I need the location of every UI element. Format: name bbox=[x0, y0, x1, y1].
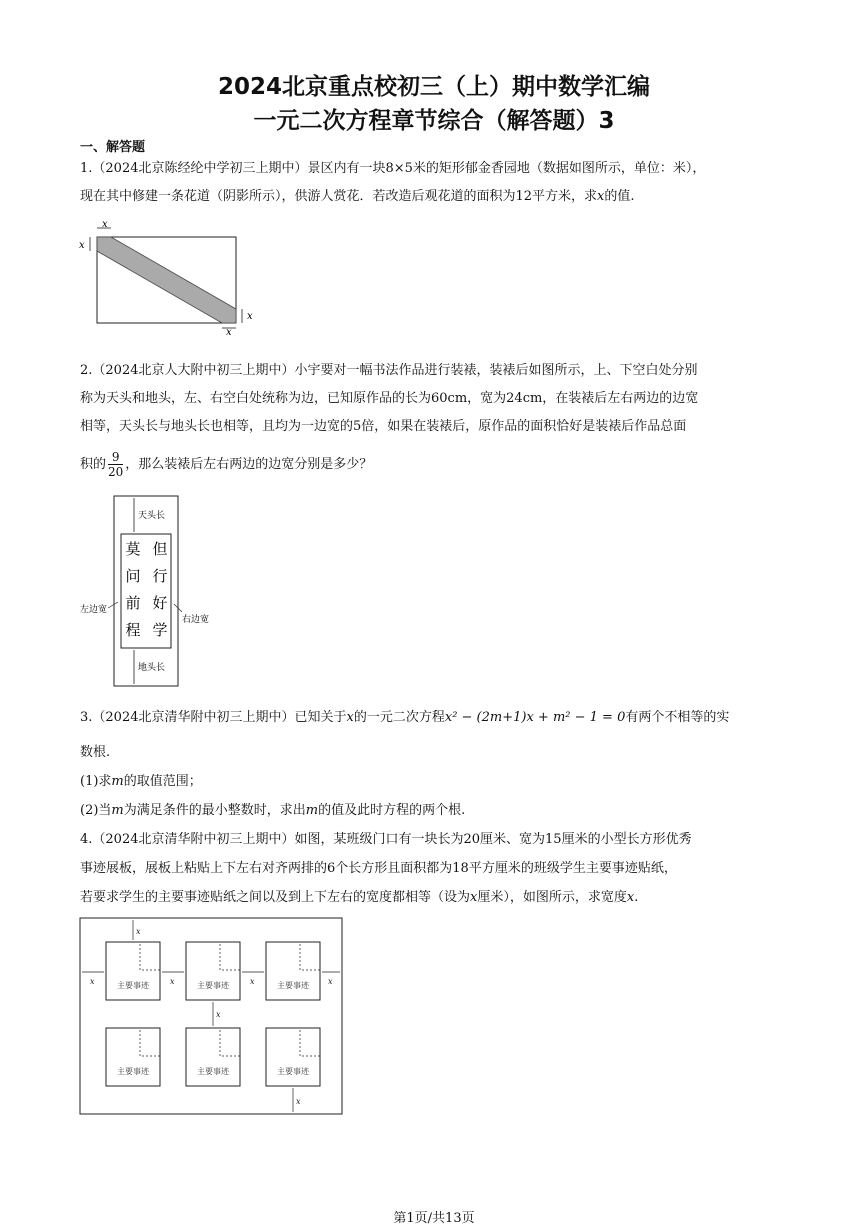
q2-line-4: 积的 $\frac{9}{20}$ ，那么装裱后左右两边的边宽分别是多少？ bbox=[80, 450, 373, 479]
q2-line-2: 称为天头和地头，左、右空白处统称为边，已知原作品的长为60cm，宽为24cm，在装裱后左右两边的边宽 bbox=[80, 391, 699, 406]
q4-card-4 bbox=[106, 1028, 160, 1086]
q4-card-2 bbox=[186, 942, 240, 1000]
q4-card-text-1: 主要事迹 bbox=[117, 981, 149, 990]
q1-line-1: 1.（2024北京陈经纶中学初三上期中）景区内有一块8×5米的矩形郁金香园地（数据如图所示，单位：米）， bbox=[80, 161, 706, 176]
section-heading: 一、解答题 bbox=[80, 140, 146, 155]
q3-sub-1: (1)求m的取值范围； bbox=[80, 774, 202, 789]
q2-callig-char-6: 问 bbox=[125, 567, 141, 585]
document-title-line-1: 2024北京重点校初三（上）期中数学汇编 bbox=[217, 74, 650, 100]
q4-x-label-middle: x bbox=[216, 1010, 221, 1019]
q4-x-label-gap-1: x bbox=[170, 977, 175, 986]
q2-callig-char-5: 莫 bbox=[125, 540, 141, 558]
q2-top-label: 天头长 bbox=[138, 511, 166, 521]
q2-callig-char-4: 学 bbox=[152, 621, 168, 639]
q4-line-3: 若要求学生的主要事迹贴纸之间以及到上下左右的宽度都相等（设为x厘米），如图所示，求宽度x. bbox=[80, 890, 639, 905]
q2-line-3: 相等，天头长与地头长也相等，且均为一边宽的5倍，如果在装裱后，原作品的面积恰好是装裱后作品总面 bbox=[80, 419, 687, 434]
q4-card-text-6: 主要事迹 bbox=[277, 1067, 309, 1076]
document-title-line-2: 一元二次方程章节综合（解答题）3 bbox=[253, 108, 615, 134]
q2-line-1: 2.（2024北京人大附中初三上期中）小宇要对一幅书法作品进行装裱，装裱后如图所示，上、下空白处分别 bbox=[80, 363, 698, 378]
q2-outer-frame bbox=[114, 496, 178, 686]
q2-scroll-figure bbox=[78, 492, 228, 692]
q4-line-1: 4.（2024北京清华附中初三上期中）如图，某班级门口有一块长为20厘米、宽为15厘米的小型长方形优秀 bbox=[80, 832, 692, 847]
q3-equation: x² − (2m+1)x + m² − 1 = 0 bbox=[444, 710, 626, 725]
q4-line-2: 事迹展板，展板上粘贴上下左右对齐两排的6个长方形且面积都为18平方厘米的班级学生主要事迹贴纸， bbox=[80, 861, 677, 876]
q4-x-label-bottom: x bbox=[296, 1097, 301, 1106]
q2-fraction: $\frac{9}{20}$ bbox=[108, 450, 124, 479]
q2-callig-char-1: 但 bbox=[152, 540, 168, 558]
q4-x-label-gap-2: x bbox=[250, 977, 255, 986]
q1-shaded-path bbox=[97, 237, 236, 323]
q2-callig-char-3: 好 bbox=[152, 594, 168, 612]
q4-card-text-4: 主要事迹 bbox=[117, 1067, 149, 1076]
q4-x-label-left: x bbox=[90, 977, 95, 986]
q4-x-label-right: x bbox=[328, 977, 333, 986]
q2-left-label: 左边宽 bbox=[80, 605, 108, 615]
q1-garden-figure bbox=[76, 218, 266, 336]
q2-callig-char-2: 行 bbox=[152, 567, 168, 585]
q1-x-label-left: x bbox=[79, 240, 85, 251]
q1-x-label-bottom: x bbox=[226, 327, 232, 336]
q2-right-label: 右边宽 bbox=[182, 615, 210, 625]
q4-card-text-3: 主要事迹 bbox=[277, 981, 309, 990]
q4-card-3 bbox=[266, 942, 320, 1000]
q2-bottom-label: 地头长 bbox=[138, 663, 166, 673]
q2-callig-char-8: 程 bbox=[125, 621, 141, 639]
q1-line-2: 现在其中修建一条花道（阴影所示），供游人赏花．若改造后观花道的面积为12平方米，求x的值. bbox=[80, 189, 635, 204]
q2-callig-char-7: 前 bbox=[125, 594, 141, 612]
q4-card-1 bbox=[106, 942, 160, 1000]
q4-card-text-2: 主要事迹 bbox=[197, 981, 229, 990]
q4-x-label-top: x bbox=[136, 927, 141, 936]
q4-board-outline bbox=[80, 918, 342, 1114]
q4-card-6 bbox=[266, 1028, 320, 1086]
q1-x-label-right: x bbox=[247, 311, 253, 322]
page-footer: 第1页/共13页 bbox=[393, 1211, 475, 1226]
q1-x-label-top: x bbox=[102, 219, 108, 230]
q4-card-text-5: 主要事迹 bbox=[197, 1067, 229, 1076]
q3-sub-2: (2)当m为满足条件的最小整数时，求出m的值及此时方程的两个根. bbox=[80, 803, 466, 818]
q3-line-2: 数根. bbox=[80, 745, 111, 760]
q4-board-figure bbox=[78, 916, 344, 1118]
q3-line-1: 3.（2024北京清华附中初三上期中）已知关于x的一元二次方程x² − (2m+1)x + m² − 1 = 0有两个不相等的实 bbox=[80, 710, 730, 725]
q4-card-5 bbox=[186, 1028, 240, 1086]
